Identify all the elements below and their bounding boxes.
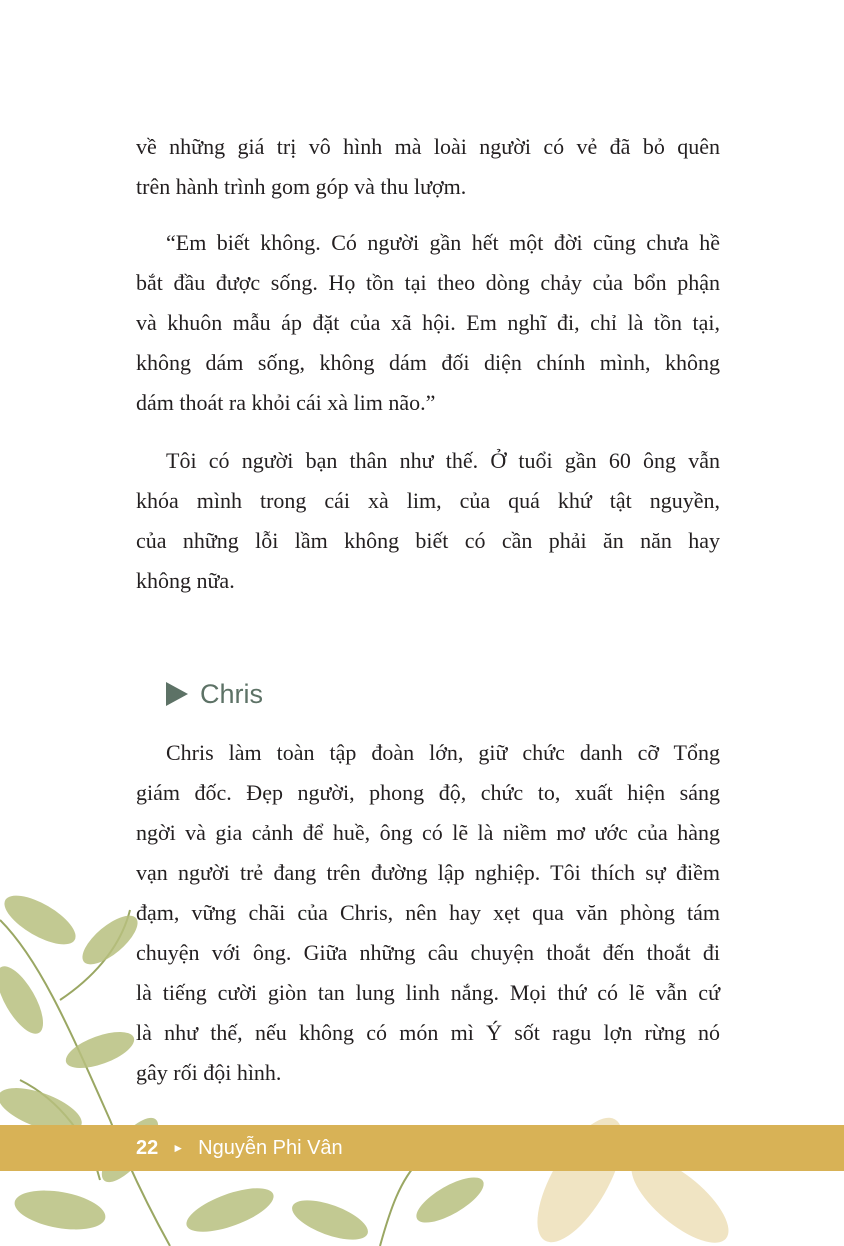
text-line: gây rối đội hình. bbox=[136, 1060, 282, 1085]
paragraph bbox=[136, 733, 720, 1093]
text-line: là tiếng cười giòn tan lung linh nắng. Mọi thứ có lẽ vẫn cứ bbox=[136, 980, 720, 1005]
triangle-bullet-icon bbox=[166, 682, 188, 706]
text-line: Chris làm toàn tập đoàn lớn, giữ chức danh cỡ Tổng bbox=[166, 740, 720, 765]
page-number: 22 bbox=[136, 1136, 159, 1159]
text-line: vạn người trẻ đang trên đường lập nghiệp. Tôi thích sự điềm bbox=[136, 860, 720, 885]
paragraph-quote bbox=[136, 223, 720, 423]
section-heading bbox=[166, 676, 263, 712]
text-line: trên hành trình gom góp và thu lượm. bbox=[136, 174, 467, 199]
footer-band bbox=[0, 1125, 844, 1171]
section-title: Chris bbox=[200, 678, 264, 709]
text-line: của những lỗi lầm không biết có cần phải ăn năn hay bbox=[136, 528, 720, 553]
text-line: đạm, vững chãi của Chris, nên hay xẹt qua văn phòng tám bbox=[136, 900, 720, 925]
text-line: và khuôn mẫu áp đặt của xã hội. Em nghĩ đi, chỉ là tồn tại, bbox=[136, 310, 720, 335]
text-line: giám đốc. Đẹp người, phong độ, chức to, xuất hiện sáng bbox=[136, 780, 720, 805]
text-line: khóa mình trong cái xà lim, của quá khứ tật nguyền, bbox=[136, 488, 720, 513]
text-line: bắt đầu được sống. Họ tồn tại theo dòng chảy của bổn phận bbox=[136, 270, 720, 295]
text-line: chuyện với ông. Giữa những câu chuyện thoắt đến thoắt đi bbox=[136, 940, 720, 965]
text-line: không nữa. bbox=[136, 568, 235, 593]
running-footer bbox=[136, 1125, 343, 1171]
text-line: ngời và gia cảnh để huề, ông có lẽ là niềm mơ ước của hàng bbox=[136, 820, 720, 845]
text-line: về những giá trị vô hình mà loài người có vẻ đã bỏ quên bbox=[136, 134, 720, 159]
text-line: dám thoát ra khỏi cái xà lim não.” bbox=[136, 390, 436, 415]
text-line: Tôi có người bạn thân như thế. Ở tuổi gần 60 ông vẫn bbox=[166, 448, 720, 473]
text-line: không dám sống, không dám đối diện chính mình, không bbox=[136, 350, 720, 375]
text-line: “Em biết không. Có người gần hết một đời cũng chưa hề bbox=[166, 230, 720, 255]
text-line: là như thế, nếu không có món mì Ý sốt ragu lợn rừng nó bbox=[136, 1020, 720, 1045]
paragraph bbox=[136, 441, 720, 601]
paragraph-continuation bbox=[136, 127, 720, 207]
arrow-icon: ► bbox=[172, 1141, 185, 1155]
author-name: Nguyễn Phi Vân bbox=[198, 1136, 343, 1159]
